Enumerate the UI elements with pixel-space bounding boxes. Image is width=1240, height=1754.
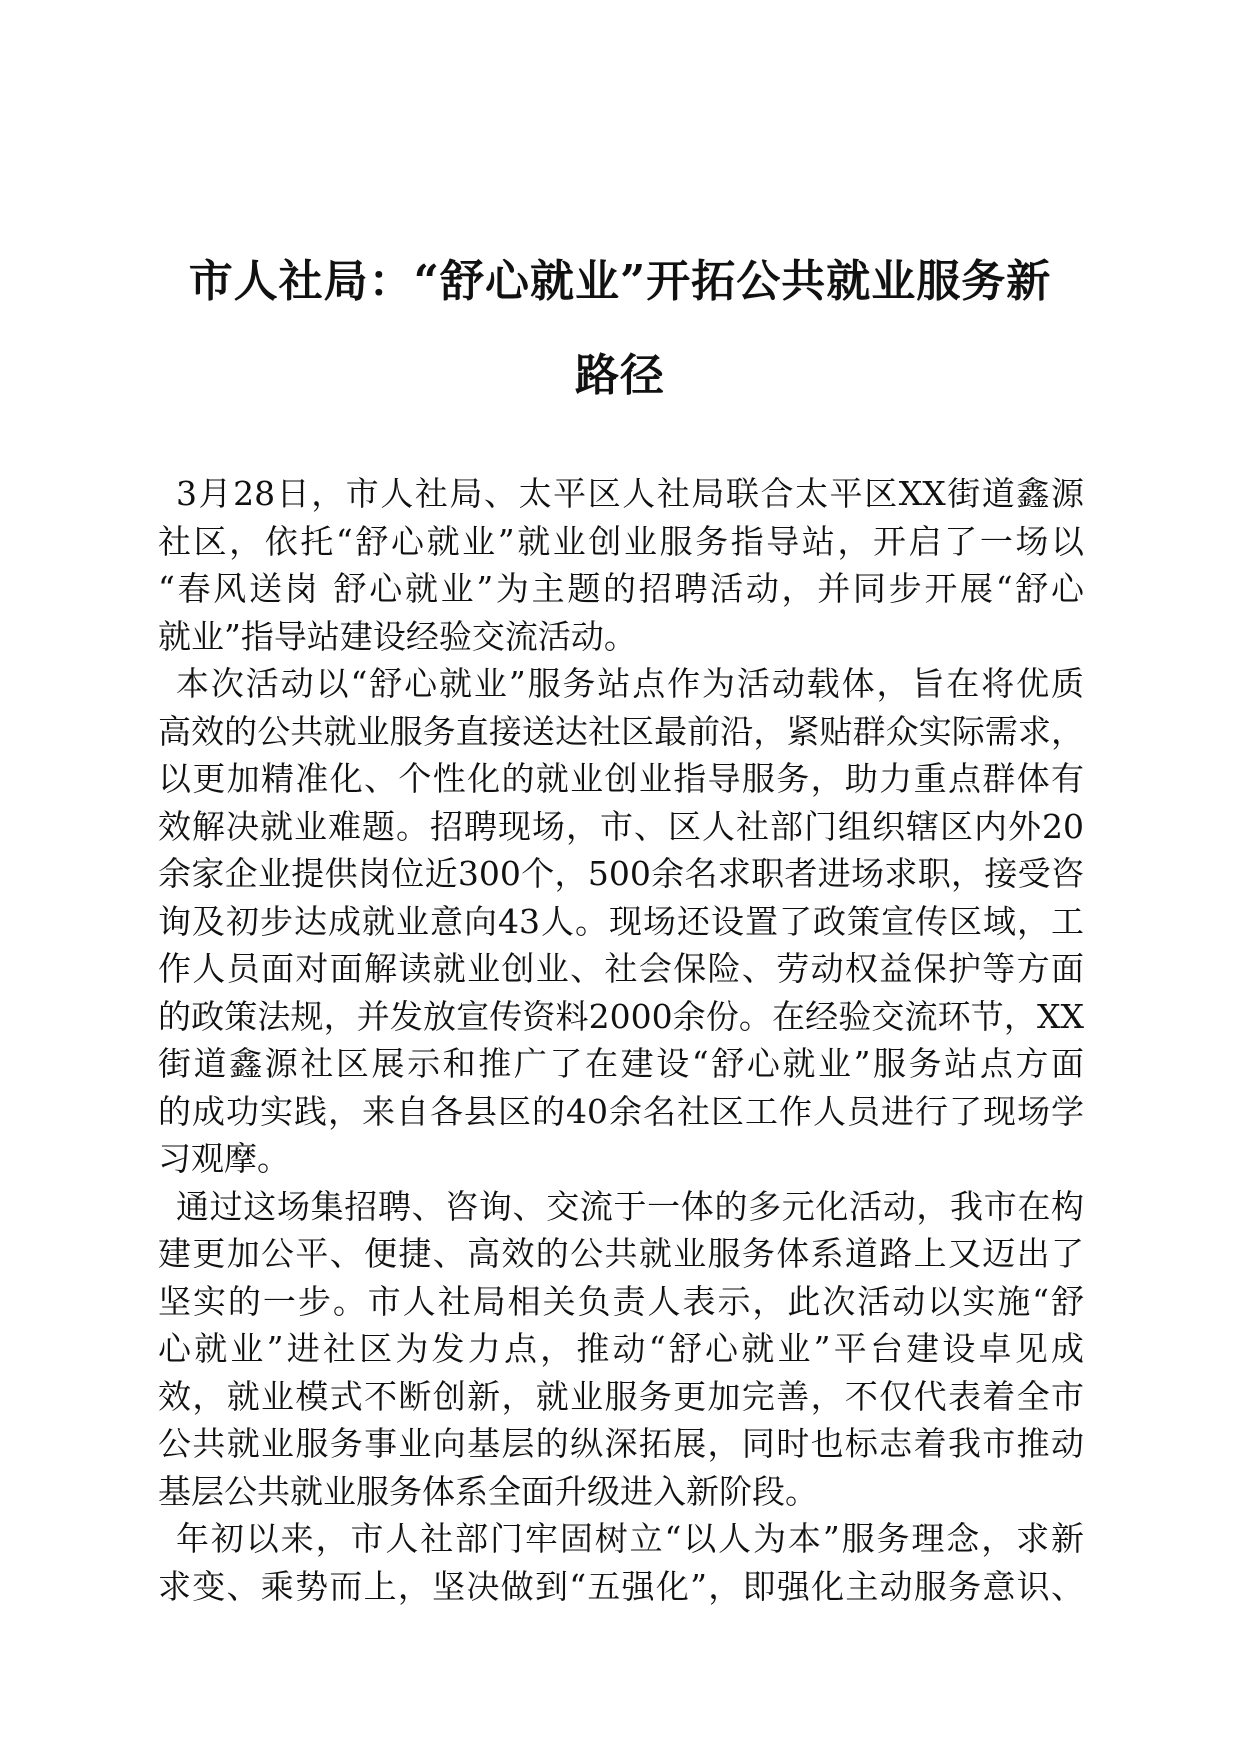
- text-line: 本次活动以“舒心就业”服务站点作为活动载体，旨在将优质: [176, 664, 1084, 703]
- text-line: 高效的公共就业服务直接送达社区最前沿，紧贴群众实际需求，: [158, 711, 1084, 751]
- title-line-1: 市人社局：“舒心就业”开拓公共就业服务新: [188, 256, 1052, 307]
- text-line: 年初以来，市人社部门牢固树立“以人为本”服务理念，求新: [176, 1519, 1084, 1558]
- text-line: 3月28日，市人社局、太平区人社局联合太平区XX街道鑫源: [176, 474, 1084, 513]
- text-line: 作人员面对面解读就业创业、社会保险、劳动权益保护等方面: [158, 949, 1084, 988]
- text-line: 心就业”进社区为发力点，推动“舒心就业”平台建设卓见成: [158, 1329, 1084, 1368]
- text-line: 社区，依托“舒心就业”就业创业服务指导站，开启了一场以: [158, 521, 1084, 561]
- paragraph-3: [158, 1183, 1084, 1516]
- text-line: 基层公共就业服务体系全面升级进入新阶段。: [158, 1471, 818, 1511]
- text-line: 效，就业模式不断创新，就业服务更加完善，不仅代表着全市: [158, 1376, 1084, 1416]
- text-line: 建更加公平、便捷、高效的公共就业服务体系道路上又迈出了: [158, 1234, 1084, 1273]
- paragraph-1: [158, 470, 1084, 660]
- text-line: 求变、乘势而上，坚决做到“五强化”，即强化主动服务意识、: [158, 1566, 1084, 1606]
- text-line: 余家企业提供岗位近300个，500余名求职者进场求职，接受咨: [158, 854, 1084, 893]
- article-body: [158, 470, 1084, 1610]
- text-line: 坚实的一步。市人社局相关负责人表示，此次活动以实施“舒: [158, 1281, 1084, 1321]
- text-line: 效解决就业难题。招聘现场，市、区人社部门组织辖区内外20: [158, 806, 1084, 846]
- text-line: 习观摩。: [158, 1139, 290, 1178]
- text-line: “春风送岗 舒心就业”为主题的招聘活动，并同步开展“舒心: [158, 569, 1084, 608]
- text-line: 以更加精准化、个性化的就业创业指导服务，助力重点群体有: [158, 759, 1084, 798]
- paragraph-4: [158, 1515, 1084, 1610]
- text-line: 询及初步达成就业意向43人。现场还设置了政策宣传区域，工: [158, 901, 1084, 941]
- paragraph-2: [158, 660, 1084, 1183]
- text-line: 街道鑫源社区展示和推广了在建设“舒心就业”服务站点方面: [158, 1044, 1084, 1083]
- text-line: 通过这场集招聘、咨询、交流于一体的多元化活动，我市在构: [176, 1186, 1084, 1226]
- text-line: 的政策法规，并发放宣传资料2000余份。在经验交流环节，XX: [158, 996, 1084, 1036]
- text-line: 公共就业服务事业向基层的纵深拓展，同时也标志着我市推动: [158, 1424, 1084, 1463]
- text-line: 的成功实践，来自各县区的40余名社区工作人员进行了现场学: [158, 1091, 1084, 1131]
- document-title: [150, 235, 1090, 423]
- title-line-2: 路径: [575, 350, 665, 401]
- text-line: 就业”指导站建设经验交流活动。: [158, 616, 637, 656]
